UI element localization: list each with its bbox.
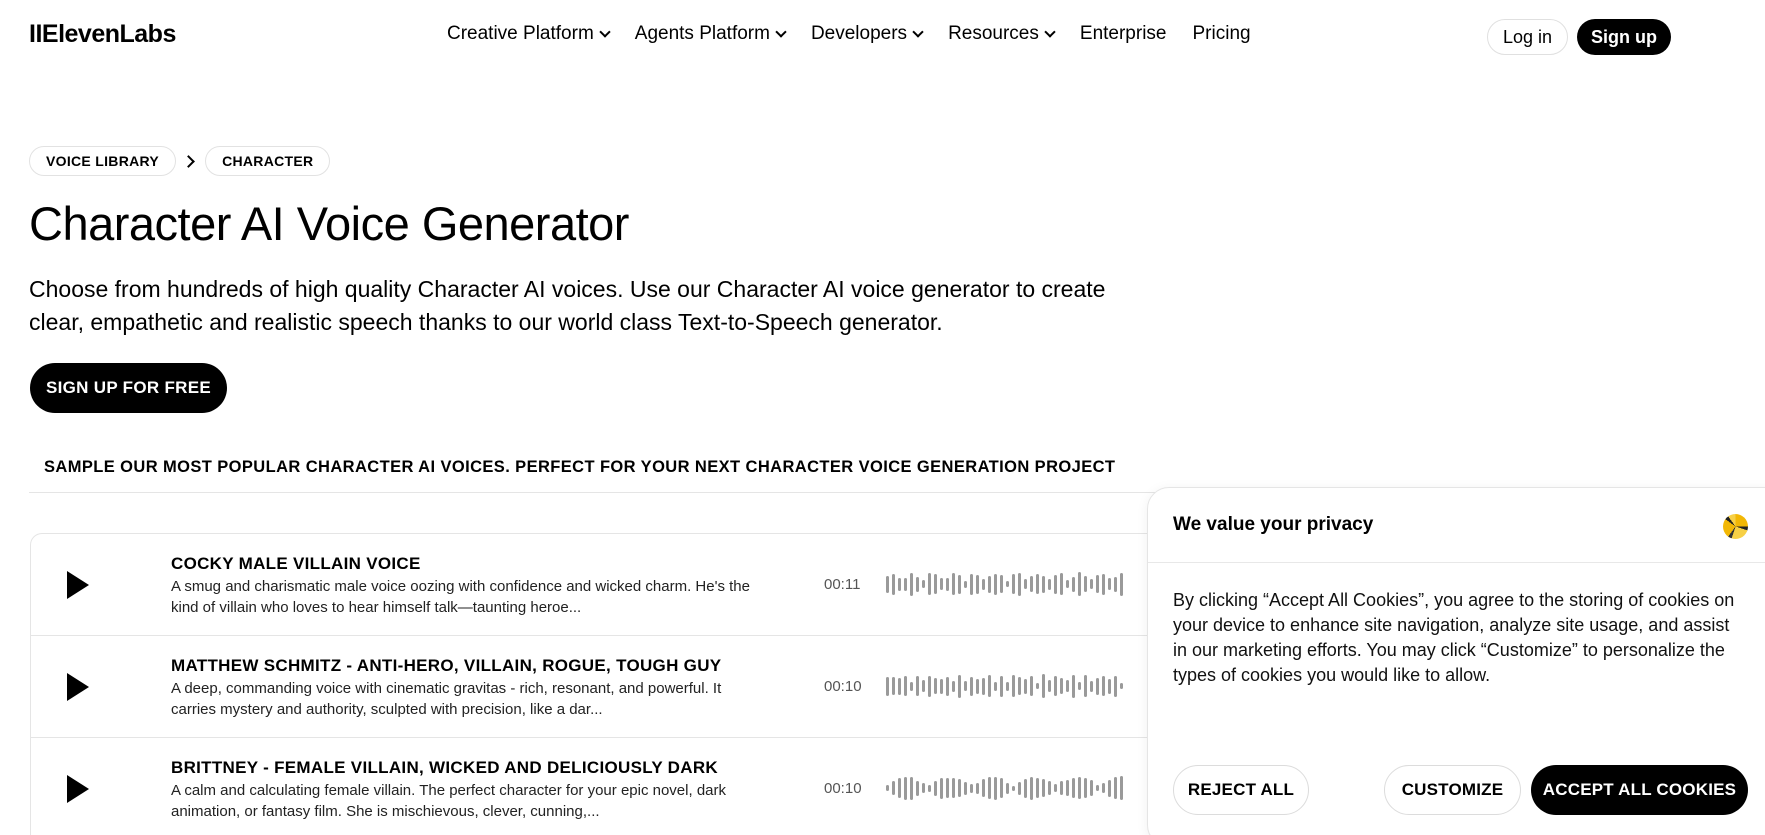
waveform[interactable] [886, 768, 1123, 808]
chevron-right-icon [182, 155, 195, 168]
nav-pricing[interactable] [1193, 23, 1251, 45]
waveform-bar [916, 676, 919, 696]
waveform-bar [1090, 681, 1093, 692]
waveform-bar [994, 574, 997, 595]
waveform-bar [970, 677, 973, 696]
waveform-bar [934, 781, 937, 796]
waveform-bar [928, 676, 931, 697]
waveform-bar [904, 578, 907, 591]
waveform-bar [1036, 683, 1039, 689]
waveform[interactable] [886, 564, 1123, 604]
waveform-bar [1030, 676, 1033, 696]
waveform-bar [940, 778, 943, 799]
waveform-bar [952, 681, 955, 692]
waveform-bar [1108, 780, 1111, 797]
waveform-bar [1096, 785, 1099, 791]
waveform-bar [1024, 779, 1027, 798]
waveform-bar [916, 577, 919, 592]
nav-label: Creative Platform [447, 23, 594, 44]
waveform-bar [940, 578, 943, 590]
waveform-bar [1054, 676, 1057, 696]
waveform-bar [976, 783, 979, 794]
nav-enterprise[interactable] [1080, 23, 1167, 45]
waveform-bar [910, 682, 913, 691]
waveform-bar [988, 777, 991, 799]
voice-description: A smug and charismatic male voice oozing with confidence and wicked charm. He's the kind of villain who loves to hear himself talk—taunting heroe... [171, 578, 750, 616]
waveform-bar [1102, 783, 1105, 793]
customize-button[interactable]: CUSTOMIZE [1384, 765, 1521, 815]
waveform-bar [1078, 682, 1081, 690]
waveform-bar [910, 777, 913, 800]
waveform-bar [1036, 778, 1039, 798]
cookie-icon [1723, 514, 1748, 539]
waveform-bar [1102, 574, 1105, 595]
waveform-bar [976, 575, 979, 594]
waveform-bar [958, 779, 961, 797]
nav-label: Pricing [1192, 23, 1251, 44]
waveform-bar [988, 576, 991, 593]
waveform-bar [1018, 782, 1021, 795]
waveform-bar [1000, 778, 1003, 798]
waveform-bar [1030, 576, 1033, 592]
waveform-bar [940, 679, 943, 694]
breadcrumb-character[interactable]: CHARACTER [205, 146, 330, 176]
waveform-bar [904, 777, 907, 800]
page-description: Choose from hundreds of high quality Character AI voices. Use our Character AI voice generator to create clear, empathetic and realistic speech thanks to our world class Text-to-Speech generator. [29, 276, 1106, 335]
chevron-down-icon [1044, 26, 1055, 37]
waveform-bar [1114, 676, 1117, 697]
waveform-bar [1024, 679, 1027, 694]
waveform-bar [1060, 678, 1063, 694]
waveform-bar [1072, 675, 1075, 698]
accept-all-cookies-button[interactable]: ACCEPT ALL COOKIES [1531, 765, 1748, 815]
nav-label: Enterprise [1079, 23, 1167, 44]
waveform-bar [964, 782, 967, 795]
waveform-bar [1120, 776, 1123, 800]
waveform-bar [1084, 675, 1087, 697]
waveform-bar [952, 778, 955, 798]
waveform-bar [1066, 580, 1069, 588]
voice-row [31, 636, 1210, 738]
waveform-bar [982, 579, 985, 590]
waveform-bar [988, 675, 991, 697]
signup-button[interactable]: Sign up [1577, 19, 1671, 55]
nav-developers[interactable] [811, 23, 922, 45]
voice-duration: 00:10 [824, 678, 862, 695]
waveform-bar [1114, 577, 1117, 592]
waveform-bar [1090, 780, 1093, 796]
waveform-bar [1078, 777, 1081, 799]
waveform-bar [958, 575, 961, 594]
waveform-bar [1006, 783, 1009, 794]
breadcrumb [29, 146, 330, 176]
waveform-bar [934, 678, 937, 694]
voice-duration: 00:11 [824, 576, 861, 593]
waveform-bar [1018, 677, 1021, 695]
waveform-bar [1102, 676, 1105, 696]
waveform-bar [934, 574, 937, 594]
waveform-bar [904, 676, 907, 696]
waveform-bar [1120, 573, 1123, 596]
nav-resources[interactable] [948, 23, 1054, 45]
waveform-bar [1012, 574, 1015, 594]
waveform-bar [1096, 575, 1099, 593]
waveform-bar [910, 573, 913, 596]
waveform-bar [952, 573, 955, 595]
waveform-bar [1084, 778, 1087, 798]
waveform-bar [1060, 781, 1063, 795]
waveform-bar [1090, 579, 1093, 589]
voice-list [30, 533, 1210, 835]
page-title: Character AI Voice Generator [29, 197, 629, 250]
chevron-down-icon [599, 26, 610, 37]
waveform-bar [886, 677, 889, 696]
waveform-bar [1036, 574, 1039, 594]
waveform-bar [922, 680, 925, 692]
waveform-bar [994, 777, 997, 800]
waveform-bar [976, 679, 979, 694]
waveform-bar [1006, 682, 1009, 691]
sign-up-for-free-button[interactable]: SIGN UP FOR FREE [30, 363, 227, 413]
divider [1148, 562, 1765, 563]
voice-row [31, 534, 1210, 636]
waveform-bar [922, 580, 925, 588]
waveform-bar [1096, 678, 1099, 695]
waveform-bar [1054, 784, 1057, 792]
waveform-bar [1000, 575, 1003, 593]
waveform-bar [982, 678, 985, 695]
waveform-bar [946, 578, 949, 591]
waveform-bar [928, 573, 931, 595]
waveform-bar [994, 682, 997, 691]
play-icon[interactable] [67, 775, 89, 803]
waveform-bar [970, 784, 973, 793]
cookie-consent-banner [1147, 487, 1765, 835]
voice-row [31, 738, 1210, 835]
voice-name: COCKY MALE VILLAIN VOICE [171, 554, 421, 573]
chevron-down-icon [775, 26, 786, 37]
waveform-bar [958, 675, 961, 698]
waveform-bar [892, 781, 895, 795]
waveform-bar [1072, 577, 1075, 592]
waveform-bar [1000, 676, 1003, 697]
waveform-bar [922, 783, 925, 793]
waveform-bar [1024, 579, 1027, 589]
cookie-title: We value your privacy [1173, 514, 1374, 535]
waveform-bar [1042, 674, 1045, 698]
waveform-bar [892, 574, 895, 595]
play-icon[interactable] [67, 571, 89, 599]
nav-label: Developers [810, 23, 908, 44]
voice-name: MATTHEW SCHMITZ - ANTI-HERO, VILLAIN, ROGUE, TOUGH GUY [171, 656, 722, 675]
waveform-bar [1108, 578, 1111, 590]
waveform-bar [1018, 573, 1021, 596]
waveform-bar [928, 785, 931, 792]
waveform-bar [1042, 779, 1045, 797]
waveform-bar [1108, 679, 1111, 694]
waveform-bar [1066, 680, 1069, 692]
play-icon[interactable] [67, 673, 89, 701]
waveform-bar [1114, 777, 1117, 799]
waveform-bar [892, 677, 895, 695]
waveform-bar [1048, 781, 1051, 795]
waveform-bar [1054, 575, 1057, 594]
waveform-bar [1078, 572, 1081, 596]
reject-all-button[interactable]: REJECT ALL [1173, 765, 1309, 815]
waveform-bar [916, 781, 919, 796]
waveform-bar [1012, 675, 1015, 697]
waveform-bar [886, 576, 889, 593]
waveform-bar [946, 778, 949, 798]
waveform-bar [1084, 576, 1087, 592]
voice-duration: 00:10 [824, 780, 862, 797]
waveform-bar [1048, 680, 1051, 692]
waveform-bar [1120, 683, 1123, 689]
cookie-text: By clicking “Accept All Cookies”, you agree to the storing of cookies on your device to enhance site navigation, analyze site usage, and assist in our marketing efforts. You may click “Customize” to personalize the types of cookies you would like to allow. [1173, 590, 1735, 685]
voice-name: BRITTNEY - FEMALE VILLAIN, WICKED AND DELICIOUSLY DARK [171, 758, 718, 777]
waveform-bar [1066, 780, 1069, 796]
waveform-bar [1060, 573, 1063, 595]
waveform-bar [970, 574, 973, 595]
elevenlabs-logo[interactable]: IIElevenLabs [29, 20, 176, 48]
waveform-bar [946, 677, 949, 696]
nav-creative-platform[interactable] [447, 23, 609, 45]
waveform-bar [1048, 579, 1051, 590]
nav-label: Agents Platform [634, 23, 770, 44]
site-header [0, 0, 1765, 72]
waveform-bar [1012, 786, 1015, 791]
waveform-bar [1072, 778, 1075, 798]
section-heading: SAMPLE OUR MOST POPULAR CHARACTER AI VOICES. PERFECT FOR YOUR NEXT CHARACTER VOICE GENERATION PROJECT [44, 458, 1116, 476]
waveform-bar [964, 681, 967, 691]
voice-description: A deep, commanding voice with cinematic gravitas - rich, resonant, and powerful. It carries mystery and authority, sculpted with precision, like a dar... [171, 680, 722, 718]
nav-agents-platform[interactable] [635, 23, 785, 45]
waveform-bar [898, 678, 901, 695]
main-nav [447, 23, 1277, 45]
waveform-bar [964, 581, 967, 588]
waveform-bar [886, 785, 889, 791]
waveform-bar [1006, 581, 1009, 587]
breadcrumb-voice-library[interactable]: VOICE LIBRARY [29, 146, 176, 176]
waveform-bar [1030, 777, 1033, 800]
divider [29, 492, 1179, 493]
waveform-bar [982, 779, 985, 797]
chevron-down-icon [912, 26, 923, 37]
nav-label: Resources [948, 23, 1039, 44]
login-button[interactable]: Log in [1487, 19, 1568, 55]
waveform-bar [898, 578, 901, 591]
waveform-bar [898, 778, 901, 798]
waveform-bar [1042, 576, 1045, 593]
voice-description: A calm and calculating female villain. The perfect character for your epic novel, dark animation, or fantasy film. She is mischievous, clever, cunning,... [171, 782, 726, 820]
waveform[interactable] [886, 666, 1123, 706]
